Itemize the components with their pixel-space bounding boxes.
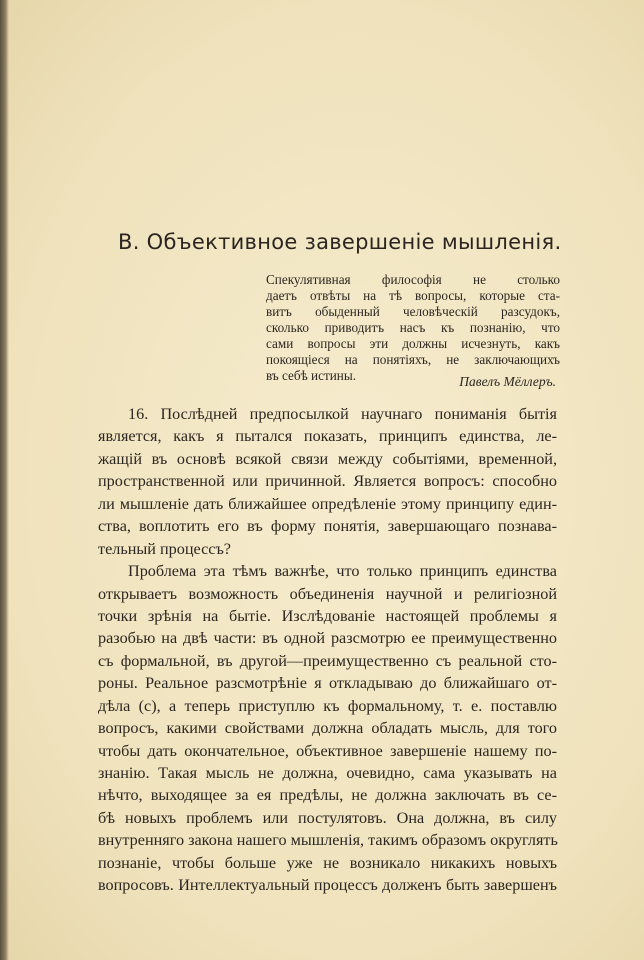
paragraph-line: точки зрѣнія на бытіе. Изслѣдованіе настоящей проблемы я [98,606,557,625]
epigraph-line: даетъ отвѣты на тѣ вопросы, которые ста- [266,288,560,303]
paragraph-line: дѣла (с), а теперь приступлю къ формальному, т. е. поставлю [98,696,557,715]
epigraph-line: въ себѣ истины. [266,368,356,383]
epigraph-line: сами вопросы эти должны исчезнуть, какъ [266,336,560,351]
paragraph-line: ли мышленіе дать ближайшее опредѣленіе этому принципу един- [98,494,557,513]
paragraph-line: Проблема эта тѣмъ важнѣе, что только принципъ единства [128,562,557,581]
paragraph-line: открываетъ возможность объединенія научной и религіозной [98,584,557,603]
paragraph-line: ства, воплотить его въ форму понятія, завершающаго познава- [98,517,557,536]
paragraph-line: вопросъ, какими свойствами должна обладать мысль, для того [98,719,557,738]
paragraph-line: тельный процессъ? [98,539,231,558]
epigraph [266,272,560,384]
paragraph-line: является, какъ я пытался показать, принципъ единства, ле- [98,427,557,446]
paragraph-line: роны. Реальное разсмотрѣніе я откладываю до ближайшаго от- [98,674,557,693]
paragraph-line: бѣ новыхъ проблемъ или постулятовъ. Она должна, въ силу [98,808,557,827]
epigraph-line: сколько приводитъ насъ къ познанію, что [266,320,560,335]
paragraph-line: 16. Послѣдней предпосылкой научнаго пониманія бытія [128,405,557,423]
section-heading: B. Объективное завершеніе мышленія. [118,230,562,254]
paragraph-line: съ формальной, въ другой—преимущественно съ реальной сто- [98,651,557,670]
epigraph-line: Спекулятивная философія не столько [266,272,560,287]
paragraph-line: вопросовъ. Интеллектуальный процессъ долженъ быть завершенъ [98,876,557,895]
paragraph-line: познаніе, чтобы больше уже не возникало никакихъ новыхъ [98,853,557,872]
paragraph-line: пространственной или причинной. Является вопросъ: способно [98,472,557,491]
paragraph-line: внутренняго закона нашего мышленія, такимъ образомъ округлять [98,831,558,850]
body-text [98,403,557,897]
epigraph-line: покоящіеся на понятіяхъ, не заключающихъ [266,352,560,367]
paragraph-line: знанію. Такая мысль не должна, очевидно, сама указывать на [98,764,557,782]
paragraph-line: разобью на двѣ части: въ одной разсмотрю ее преимущественно [98,629,557,648]
page-spine-shadow [0,0,9,960]
paragraph-line: нѣчто, выходящее за ея предѣлы, не должна заключать въ се- [98,786,557,805]
paragraph-line: чтобы дать окончательное, объективное завершеніе нашему по- [98,741,557,760]
paragraph-line: жащій въ основѣ всякой связи между событіями, временной, [98,449,557,468]
epigraph-line: витъ обыденный человѣческій разсудокъ, [266,304,560,319]
epigraph-author: Павелъ Мёллеръ. [459,374,556,389]
